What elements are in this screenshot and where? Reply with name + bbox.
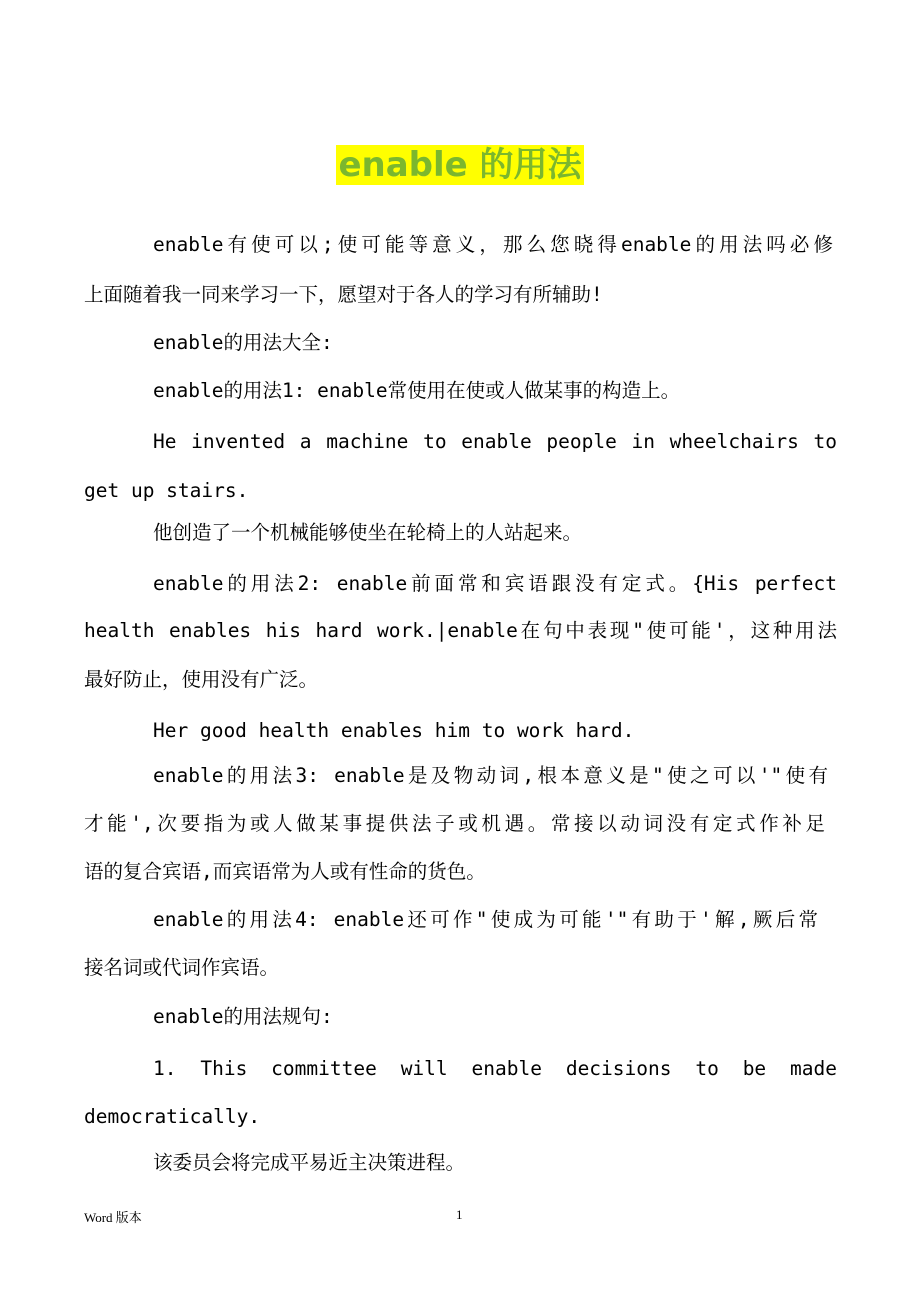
document-title-wrap [0, 140, 920, 190]
page-number: 1 [456, 1207, 463, 1222]
paragraph-line: 该委员会将完成平易近主决策进程。 [153, 1151, 466, 1174]
paragraph-line: enable的用法3: enable是及物动词,根本意义是"使之可以'"使有 [153, 764, 828, 787]
paragraph-line: 最好防止，使用没有广泛。 [84, 668, 319, 691]
footer-left-label: Word 版本 [84, 1210, 142, 1225]
paragraph-line: 1. This committee will enable decisions to be made [153, 1057, 837, 1080]
paragraph-line: enable有使可以;使可能等意义，那么您晓得enable的用法吗必修 [153, 233, 833, 256]
paragraph-line: health enables his hard work.|enable在句中表现"使可能'，这种用法 [84, 619, 837, 642]
paragraph-line: enable的用法2: enable前面常和宾语跟没有定式。{His perfect [153, 572, 837, 595]
paragraph-line: enable的用法大全: [153, 331, 333, 354]
paragraph-line: 语的复合宾语,而宾语常为人或有性命的货色。 [84, 860, 486, 883]
paragraph-line: 接名词或代词作宾语。 [84, 956, 280, 979]
paragraph-line: 上面随着我一同来学习一下，愿望对于各人的学习有所辅助! [84, 283, 603, 306]
paragraph-line: get up stairs. [84, 479, 249, 502]
paragraph-line: enable的用法4: enable还可作"使成为可能'"有助于'解,厥后常 [153, 908, 818, 931]
paragraph-line: He invented a machine to enable people in wheelchairs to [153, 430, 837, 453]
paragraph-line: 才能',次要指为或人做某事提供法子或机遇。常接以动词没有定式作补足 [84, 812, 825, 835]
paragraph-line: 他创造了一个机械能够使坐在轮椅上的人站起来。 [153, 521, 583, 544]
paragraph-line: Her good health enables him to work hard. [153, 719, 635, 742]
document-title: enable 的用法 [338, 145, 582, 185]
paragraph-line: democratically. [84, 1105, 261, 1128]
paragraph-line: enable的用法1: enable常使用在使或人做某事的构造上。 [153, 379, 681, 402]
paragraph-line: enable的用法规句: [153, 1005, 333, 1028]
